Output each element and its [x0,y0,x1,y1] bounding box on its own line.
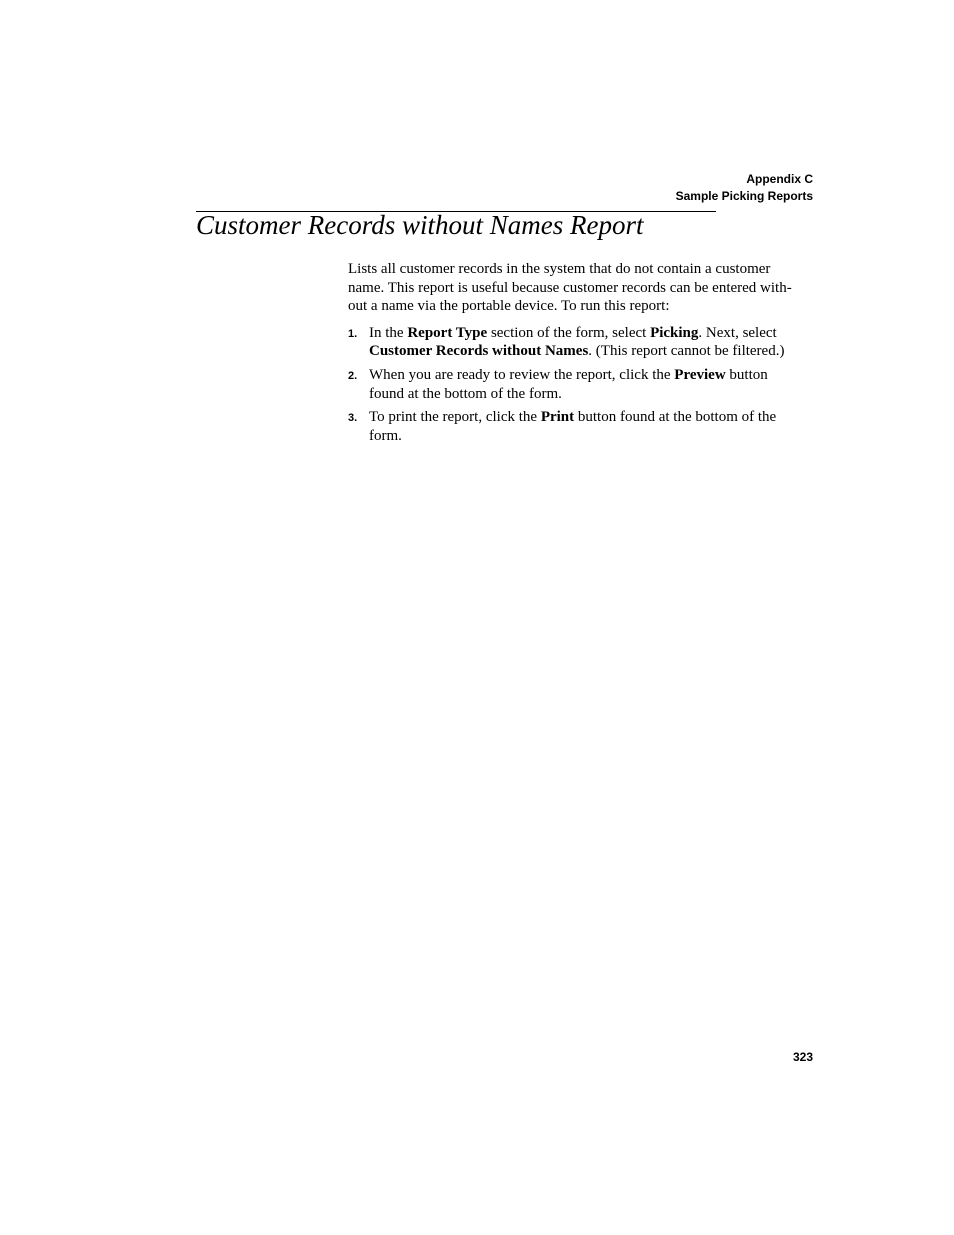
step-line [369,408,814,427]
step-term: Preview [674,366,726,383]
intro-line: out a name via the portable device. To run this report: [348,298,670,315]
step-text: To print the report, click the [369,409,541,426]
step-text: section of the form, select [487,324,651,341]
step-text: found at the bottom of the form. [369,385,562,402]
step-line [369,342,814,361]
step-number: 2. [348,369,358,382]
step-number: 3. [348,412,358,425]
step-item [348,366,814,403]
step-term: Customer Records without Names [369,343,589,360]
running-header [676,171,813,205]
header-section: Sample Picking Reports [675,189,813,203]
step-text: button [725,366,768,383]
body-content [348,260,814,450]
step-line [369,385,814,404]
step-text: . Next, select [698,324,777,341]
header-appendix: Appendix C [746,172,813,186]
step-term: Picking [650,324,699,341]
step-line [369,324,814,343]
step-text: button found at the bottom of the [574,409,777,426]
step-text: . (This report cannot be filtered.) [588,343,785,360]
step-term: Print [540,409,575,426]
step-text: In the [369,324,408,341]
intro-paragraph [348,260,814,316]
page-title: Customer Records without Names Report [196,210,644,240]
step-item [348,324,814,361]
step-number: 1. [348,327,358,340]
step-line [369,427,814,446]
intro-line: name. This report is useful because customer records can be entered with- [348,279,792,296]
page-number: 323 [792,1050,813,1064]
step-item [348,408,814,445]
step-line [369,366,814,385]
step-term: Report Type [407,324,488,341]
steps-list [348,324,814,446]
step-text: form. [369,427,402,444]
intro-line: Lists all customer records in the system that do not contain a customer [348,261,771,277]
step-text: When you are ready to review the report, click the [369,366,675,383]
